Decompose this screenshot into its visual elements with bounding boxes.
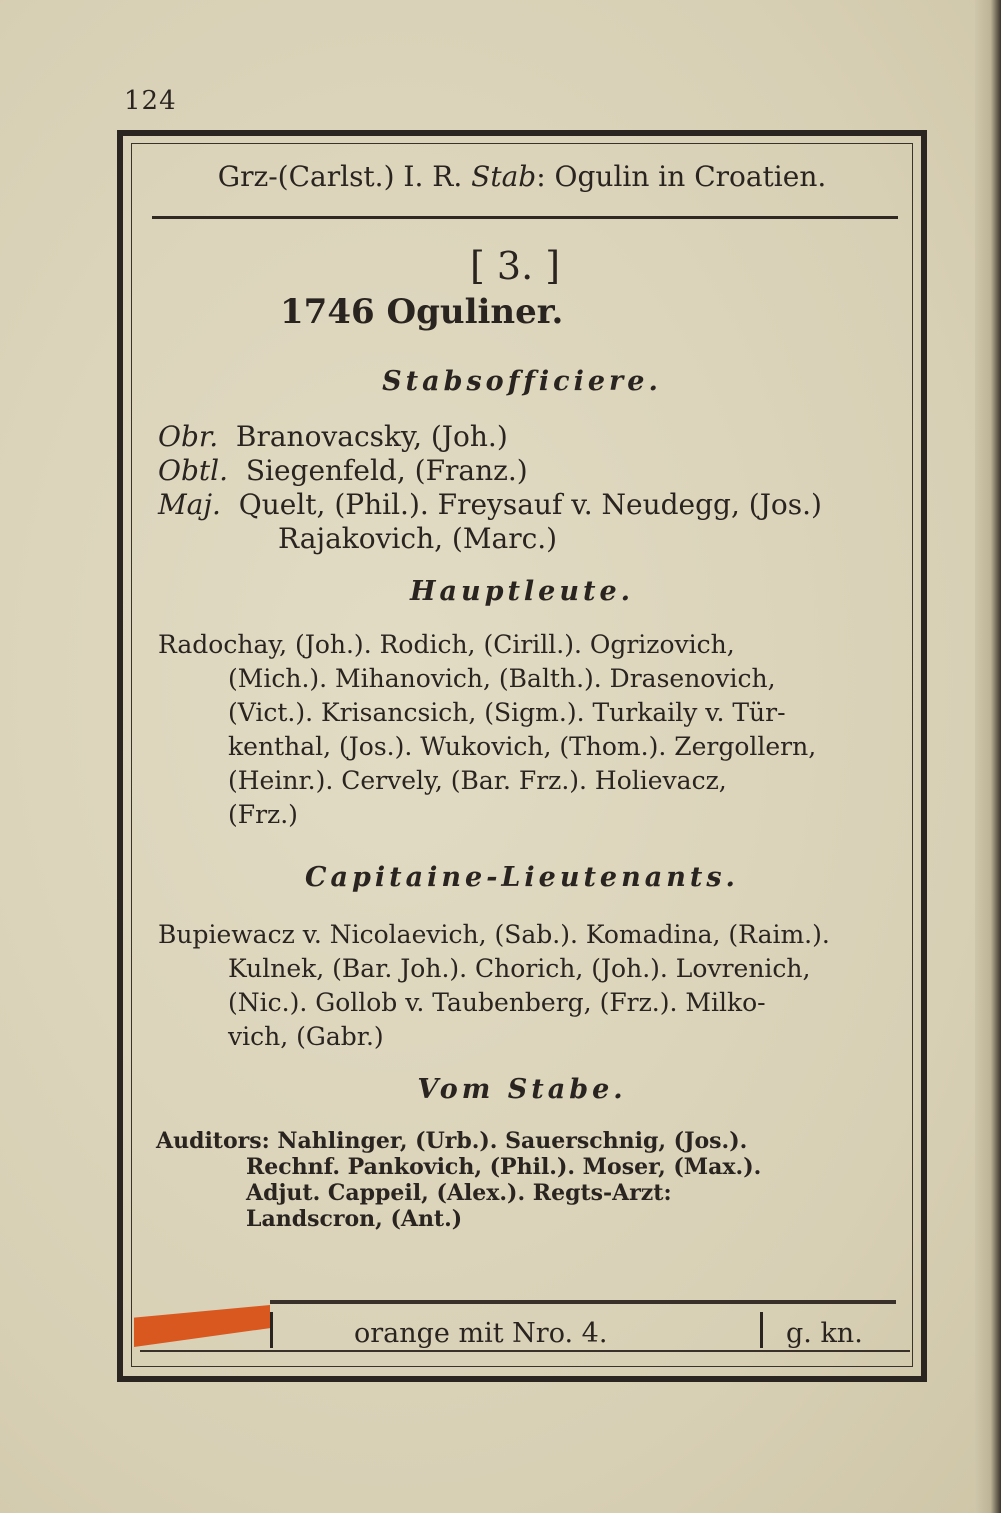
hauptleute-line: (Frz.) <box>228 800 298 829</box>
header-title-post: : Ogulin in Croatien. <box>536 160 827 193</box>
facing-label: orange mit Nro. 4. <box>354 1318 608 1349</box>
vom-stabe-line: Auditors: Nahlinger, (Urb.). Sauerschnig, (Jos.). <box>156 1128 748 1154</box>
staff-line <box>158 420 508 453</box>
staff-name: Siegenfeld, (Franz.) <box>245 454 528 487</box>
hauptleute-line: Radochay, (Joh.). Rodich, (Cirill.). Ogrizovich, <box>158 630 735 659</box>
heading-vom-stabe: Vom Stabe. <box>417 1074 627 1105</box>
hauptleute-line: (Mich.). Mihanovich, (Balth.). Drasenovich, <box>228 664 776 693</box>
staff-name: Branovacsky, (Joh.) <box>235 420 508 453</box>
capitaine-line: (Nic.). Gollob v. Taubenberg, (Frz.). Milko- <box>228 988 766 1017</box>
hauptleute-line: (Heinr.). Cervely, (Bar. Frz.). Holievacz, <box>228 766 727 795</box>
staff-name: Quelt, (Phil.). Freysauf v. Neudegg, (Jos.) <box>238 488 822 521</box>
rank-label: Obtl. <box>158 454 228 487</box>
footer-rule <box>270 1300 896 1304</box>
buttons-label: g. kn. <box>786 1318 863 1349</box>
rank-label: Obr. <box>158 420 219 453</box>
footer-divider <box>270 1312 273 1348</box>
heading-capitaine-lieutenants: Capitaine-Lieutenants. <box>305 862 739 893</box>
vom-stabe-line: Rechnf. Pankovich, (Phil.). Moser, (Max.). <box>246 1154 762 1180</box>
staff-line <box>158 454 528 487</box>
regiment-name: 1746 Oguliner. <box>280 292 564 332</box>
regiment-number: [ 3. ] <box>470 244 561 288</box>
staff-line <box>278 522 557 555</box>
header-title-pre: Grz-(Carlst.) I. R. <box>217 160 472 193</box>
capitaine-line: vich, (Gabr.) <box>228 1022 384 1051</box>
staff-line <box>158 488 822 521</box>
header-rule <box>152 216 898 219</box>
header-title-stab: Stab <box>471 160 537 193</box>
header-title <box>131 160 913 193</box>
heading-stabsofficiere: Stabsofficiere. <box>382 366 662 397</box>
capitaine-line: Bupiewacz v. Nicolaevich, (Sab.). Komadina, (Raim.). <box>158 920 830 949</box>
footer-divider <box>760 1312 763 1348</box>
vom-stabe-line: Landscron, (Ant.) <box>246 1206 463 1232</box>
hauptleute-line: kenthal, (Jos.). Wukovich, (Thom.). Zergollern, <box>228 732 817 761</box>
capitaine-line: Kulnek, (Bar. Joh.). Chorich, (Joh.). Lovrenich, <box>228 954 811 983</box>
heading-hauptleute: Hauptleute. <box>409 576 635 607</box>
page-edge <box>975 0 1001 1513</box>
hauptleute-line: (Vict.). Krisancsich, (Sigm.). Turkaily v. Tür- <box>228 698 786 727</box>
footer-bottom-rule <box>140 1350 910 1352</box>
staff-name: Rajakovich, (Marc.) <box>278 522 558 555</box>
rank-label: Maj. <box>158 488 221 521</box>
page-number: 124 <box>124 86 177 116</box>
vom-stabe-line: Adjut. Cappeil, (Alex.). Regts-Arzt: <box>246 1180 672 1206</box>
